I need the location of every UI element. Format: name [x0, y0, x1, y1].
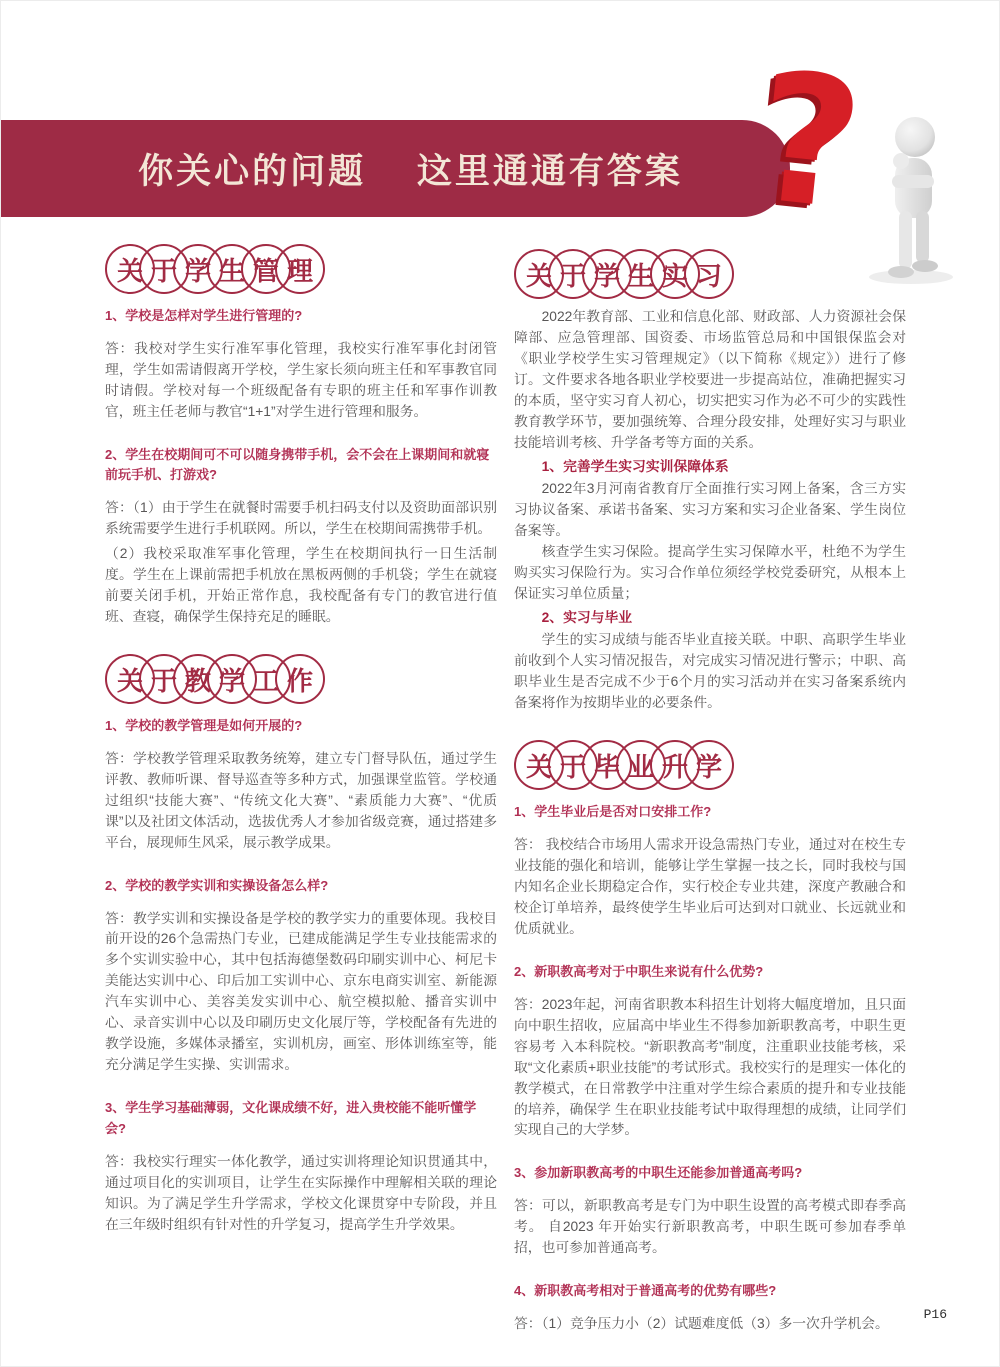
question-heading: 1、学校是怎样对学生进行管理的? [105, 308, 303, 323]
badge-character: 理 [275, 244, 325, 294]
sub-heading: 1、完善学生实习实训保障体系 [541, 458, 729, 474]
answer-paragraph: 答：（1）由于学生在就餐时需要手机扫码支付以及资助面部识别系统需要学生进行手机联网。所以，学生在校期间需携带手机。 [105, 500, 497, 537]
column-left [105, 244, 497, 1240]
header-banner [1, 120, 790, 217]
answer-paragraph: 答：我校对学生实行准军事化管理，我校实行准军事化封闭管理，学生如需请假离开学校，学生家长须向班主任和军事教官同时请假。学校对每一个班级配备有专职的班主任和军事作训教官，班主任老师与教官“1+1”对学生进行管理和服务。 [105, 340, 497, 419]
question-heading: 1、学校的教学管理是如何开展的? [105, 718, 303, 734]
badge-character: 学 [207, 654, 257, 704]
page-title: 你关心的问题 这里通通有答案 [138, 151, 683, 191]
question-heading: 4、新职教高考相对于普通高考的优势有哪些? [514, 1283, 777, 1299]
badge-character: 管 [241, 244, 291, 294]
badge-character: 关 [514, 740, 564, 790]
section-badge-teaching-work [105, 654, 497, 704]
badge-character: 习 [684, 249, 734, 299]
badge-character: 工 [241, 654, 291, 704]
badge-character: 教 [173, 654, 223, 704]
badge-character: 关 [105, 654, 155, 704]
badge-character: 于 [139, 654, 189, 704]
column-right [514, 249, 906, 1339]
intro-paragraph: 2022年教育部、工业和信息化部、财政部、人力资源社会保障部、应急管理部、国资委、市场监管总局和中国银保监会对《职业学校学生实习管理规定》（以下简称《规定》）进行了修订。文件要求各地各职业学校要进一步提高站位，准确把握实习的本质，坚守实习育人初心，切实把实习作为必不可少的实践性教育教学环节，要加强统筹、合理分段安排，处理好实习与职业技能培训考核、升学备考等方面的关系。 [514, 309, 906, 450]
badge-character: 学 [582, 249, 632, 299]
question-heading: 2、新职教高考对于中职生来说有什么优势? [514, 963, 764, 979]
badge-character: 毕 [582, 740, 632, 790]
answer-paragraph: 答：学校教学管理采取教务统筹，建立专门督导队伍，通过学生评教、教师听课、督导巡查等多种方式，加强课堂监管。学校通过组织“技能大赛”、“传统文化大赛”、“素质能力大赛”、“优质课”以及社团文体活动，选拔优秀人才参加省级竞赛，通过搭建多平台，展现师生风采，展示教学成果。 [105, 750, 497, 850]
question-mark-icon: ? [746, 33, 871, 250]
section-badge-student-internship [514, 249, 906, 299]
answer-paragraph: 答： 我校结合市场用人需求开设急需热门专业，通过对在校生专业技能的强化和培训，能够让学生掌握一技之长，同时我校与国内知名企业长期稳定合作，实行校企专业共建，深度产教融合和校企订单培养，最终使学生毕业后可达到对口就业、长远就业和优质就业。 [514, 837, 906, 936]
badge-character: 升 [650, 740, 700, 790]
badge-character: 关 [514, 249, 564, 299]
badge-character: 于 [548, 740, 598, 790]
badge-character: 作 [275, 654, 325, 704]
badge-character: 生 [207, 244, 257, 294]
badge-character: 于 [139, 244, 189, 294]
badge-character: 实 [650, 249, 700, 299]
paragraph: 核查学生实习保险。提高学生实习保障水平，杜绝不为学生购买实习保险行为。实习合作单位须经学校党委研究，从根本上保证实习单位质量； [514, 544, 906, 601]
question-heading: 1、学生毕业后是否对口安排工作? [514, 804, 712, 820]
sub-heading: 2、实习与毕业 [541, 609, 633, 625]
question-heading: 2、学校的教学实训和实操设备怎么样? [105, 877, 329, 893]
section-badge-graduation [514, 740, 906, 790]
badge-character: 学 [684, 740, 734, 790]
question-heading: 2、学生在校期间可不可以随身携带手机，会不会在上课期间和就寝前玩手机、打游戏? [105, 446, 490, 483]
badge-character: 学 [173, 244, 223, 294]
badge-character: 于 [548, 249, 598, 299]
question-heading: 3、学生学习基础薄弱，文化课成绩不好，进入贵校能不能听懂学会? [105, 1100, 477, 1137]
section-badge-student-management [105, 244, 497, 294]
answer-paragraph: 答：2023年起，河南省职教本科招生计划将大幅度增加，且只面向中职生招收，应届高中毕业生不得参加新职教高考，中职生更容易考 入本科院校。“新职教高考”制度，注重职业技能考核，采取“文化素质+职业技能”的考试形式。我校实行的是理实一体化的教学模式，在日常教学中注重对学生综合素质的提升和专业技能的培养，确保学 生在职业技能考试中取得理想的成绩，让同学们实现自己的大学梦。 [514, 996, 906, 1138]
answer-paragraph: 答：教学实训和实操设备是学校的教学实力的重要体现。我校目前开设的26个急需热门专业，已建成能满足学生专业技能需求的多个实训实验中心，其中包括海德堡数码印刷实训中心、柯尼卡美能达实训中心、印后加工实训中心、京东电商实训室、新能源汽车实训中心、美容美发实训中心、航空模拟舱、播音实训中心、录音实训中心以及印刷历史文化展厅等，学校配备有先进的教学设施，多媒体录播室，实训机房，画室、形体训练室等，能充分满足学生实操、实训需求。 [105, 910, 497, 1073]
badge-character: 生 [616, 249, 666, 299]
paragraph: 2022年3月河南省教育厅全面推行实习网上备案，含三方实习协议备案、承诺书备案、实习方案和实习企业备案、学生岗位备案等。 [514, 481, 906, 539]
paragraph: 学生的实习成绩与能否毕业直接关联。中职、高职学生毕业前收到个人实习情况报告，对完成实习情况进行警示；中职、高职毕业生是否完成不少于6个月的实习活动并在实习备案系统内备案将作为按期毕业的必要条件。 [514, 632, 906, 711]
answer-paragraph: 答：可以，新职教高考是专门为中职生设置的高考模式即春季高考。 自2023 年开始实行新职教高考，中职生既可参加春季单招，也可参加普通高考。 [514, 1198, 906, 1256]
question-heading: 3、参加新职教高考的中职生还能参加普通高考吗? [514, 1165, 803, 1181]
answer-paragraph: 答：（1）竞争压力小（2）试题难度低（3）多一次升学机会。 [514, 1315, 889, 1331]
badge-character: 业 [616, 740, 666, 790]
page-number: P16 [923, 1307, 947, 1322]
answer-paragraph: 答：我校实行理实一体化教学，通过实训将理论知识贯通其中，通过项目化的实训项目，让学生在实际操作中理解相关联的理论知识。为了满足学生升学需求，学校文化课贯穿中专阶段，并且在三年级时组织有针对性的升学复习，提高学生升学效果。 [105, 1153, 497, 1232]
badge-character: 关 [105, 244, 155, 294]
answer-paragraph: （2）我校采取准军事化管理，学生在校期间执行一日生活制度。学生在上课前需把手机放在黑板两侧的手机袋；学生在就寝前要关闭手机，开始正常作息，我校配备有专门的教官进行值班、查寝，确保学生保持充足的睡眠。 [105, 546, 497, 625]
